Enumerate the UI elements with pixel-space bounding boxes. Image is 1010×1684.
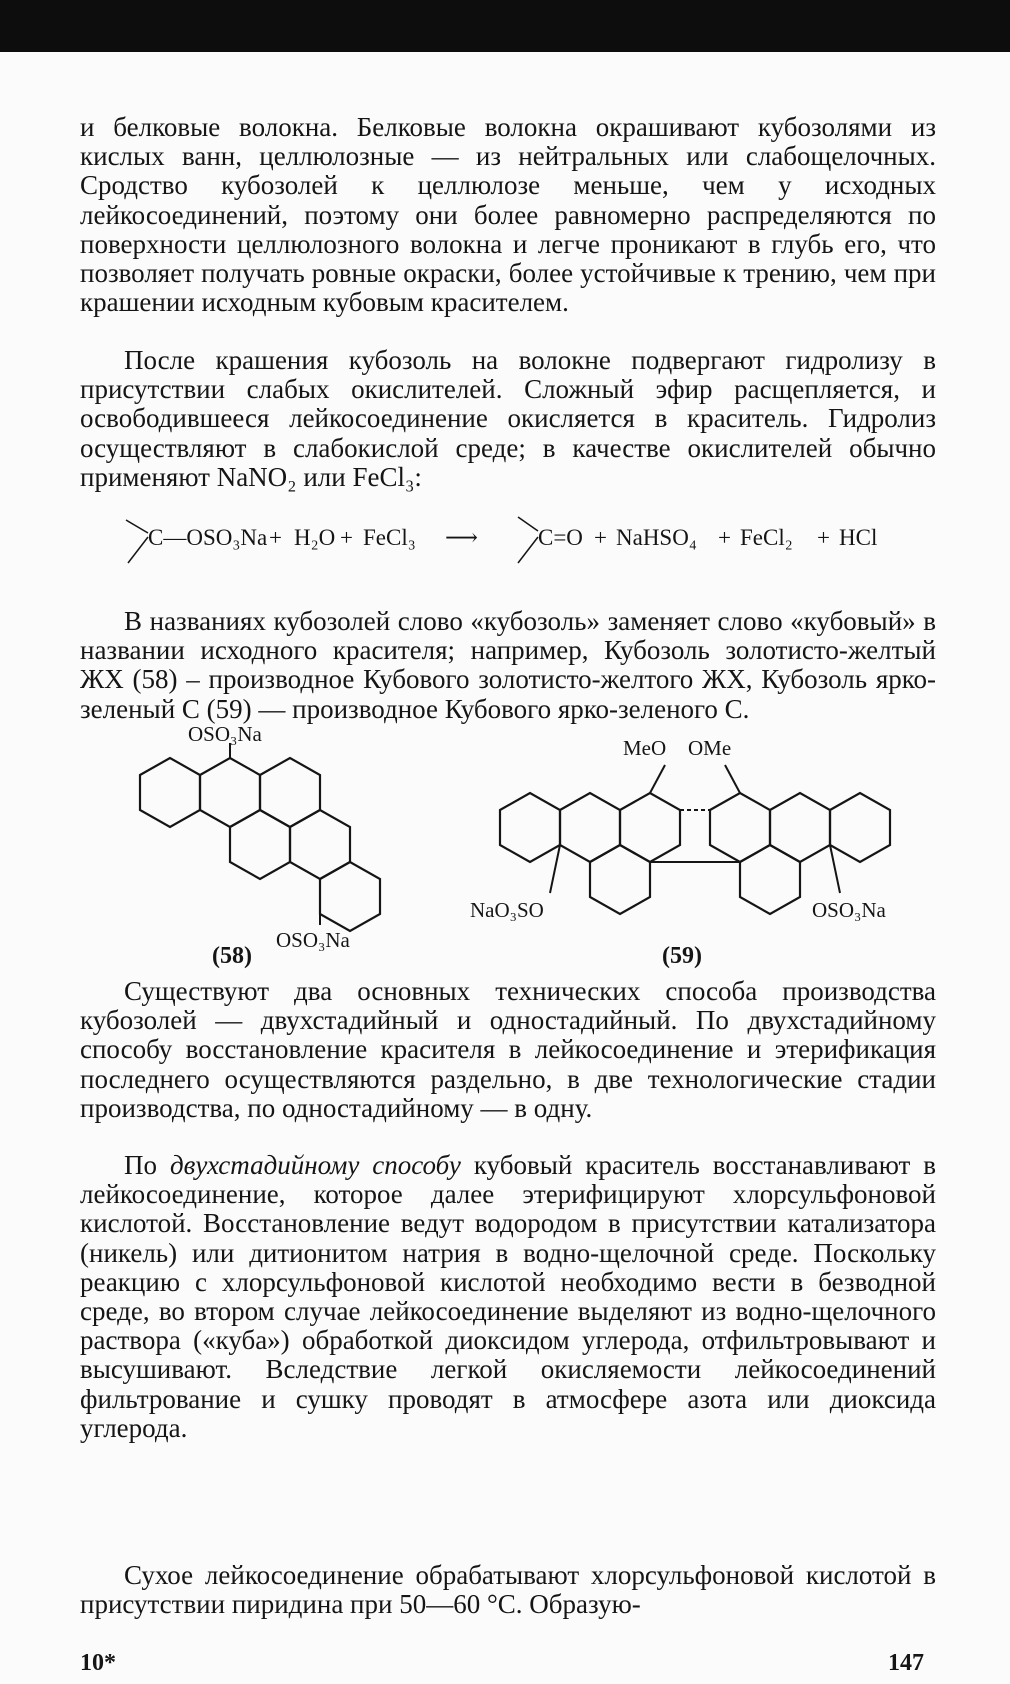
hydrolysis-equation (118, 515, 948, 585)
eq-plus-4: + (718, 525, 731, 550)
paragraph-1: и белковые волокна. Белковые волокна окрашивают кубозолями из кислых ванн, целлюлозные — из нейтральных или слабощелочных. Сродство кубозолей к целлюлозе меньше, чем у исходных лейкосоединений, поэтому они более равномерно распределяются по поверхности целлюлозного волокна и легче проникают в глубь его, что позволяет получать ровные окраски, более устойчивые к трению, чем при крашении исходным кубовым красителем. (80, 112, 936, 318)
paragraph-2: После крашения кубозоль на волокне подвергают гидролизу в присутствии слабых окислителей. Сложный эфир расщепляется, и освободившееся лейкосоединение окисляется в краситель. Гидролиз осуществляют в слабокислой среде; в качестве окислителей обычно применяют NaNO₂ или FeCl₃: (80, 345, 936, 492)
bond-59-left (550, 845, 560, 893)
bond-lower-left (128, 537, 148, 563)
eq-arrow: ⟶ (445, 525, 478, 550)
structure-58-top-group: OSO₃Na (188, 725, 262, 746)
ring-59-d (620, 793, 680, 862)
eq-plus-1: + (269, 525, 282, 550)
structure-59-ome: OMe (688, 736, 732, 760)
structure-58-rings (140, 758, 380, 931)
structure-59-right-group: OSO₃Na (812, 898, 886, 922)
eq-product-hcl: HCl (839, 525, 878, 550)
structure-58-bottom-group: OSO₃Na (276, 928, 350, 952)
paragraph-4: Существуют два основных технических способа производства кубозолей — двухстадийный и одностадийный. По двухстадийному способу восстановление красителя в лейкосоединение и этерификация последнего осуществляются раздельно, в две технологические стадии производства, по одностадийному — в одну. (80, 976, 936, 1123)
eq-reagent-fecl3: FeCl₃ (363, 525, 416, 550)
paragraph-5-prefix: По (124, 1150, 170, 1180)
bond-59-meo (650, 765, 665, 793)
eq-product-fecl2: FeCl₂ (740, 525, 793, 550)
paragraph-5 (80, 1151, 936, 1443)
eq-plus-3: + (594, 525, 607, 550)
structure-59-meo: MeO (623, 736, 667, 760)
signature-mark: 10* (80, 1650, 116, 1676)
bond-59-right (830, 845, 840, 893)
ring-58-a (140, 758, 200, 827)
page-number: 147 (888, 1650, 924, 1676)
structure-59 (470, 725, 930, 955)
bond-lower-right (518, 537, 538, 563)
bond-upper-left (126, 520, 148, 533)
eq-left-group: C—OSO₃Na (148, 525, 268, 550)
paragraph-3: В названиях кубозолей слово «кубозоль» заменяет слово «кубовый» в названии исходного красителя; например, Кубозоль золотисто-желтый ЖХ (58) – производное Кубового золотисто-желтого ЖХ, Кубозоль ярко-зеленый С (59) — производное Кубового ярко-зеленого С. (80, 606, 936, 724)
eq-reagent-water: H₂O (294, 525, 336, 550)
bond-upper-right (518, 517, 538, 531)
ring-58-c (260, 758, 320, 827)
ring-58-e (290, 810, 350, 879)
eq-product-nahso4: NaHSO₄ (616, 525, 697, 550)
ring-59-h (830, 793, 890, 862)
paragraph-5-rest: кубовый краситель восстанавливают в лейкосоединение, которое далее этерифицируют хлорсульфоновой кислотой. Восстановление ведут водородом в присутствии катализатора (никель) или дитионитом натрия в водно-щелочной среде. Поскольку реакцию с хлорсульфоновой кислотой необходимо вести в безводной среде, во втором случае лейкосоединение выделяют из водно-щелочного раствора («куба») обработкой диоксидом углерода, отфильтровывают и высушивают. Вследствие легкой окисляемости лейкосоединений фильтрование и сушку проводят в атмосфере азота или диоксида углерода. (80, 1150, 936, 1443)
ring-59-g (740, 845, 800, 914)
eq-plus-5: + (817, 525, 830, 550)
scan-top-border (0, 0, 1010, 52)
ring-59-a (500, 793, 560, 862)
ring-58-f (320, 862, 380, 931)
structure-58-label: (58) (212, 943, 252, 969)
ring-59-b (560, 793, 620, 862)
paragraph-6: Сухое лейкосоединение обрабатывают хлорсульфоновой кислотой в присутствии пиридина при 50—60 °С. Образую- (80, 1560, 936, 1620)
bond-59-ome (725, 765, 740, 793)
ring-58-b (200, 758, 260, 827)
ring-58-d (230, 810, 290, 879)
paragraph-5-italic-term: двухстадийному способу (169, 1150, 461, 1180)
ring-59-e (710, 793, 770, 862)
eq-plus-2: + (340, 525, 353, 550)
ring-59-f (770, 793, 830, 862)
structure-59-left-group: NaO₃SO (470, 898, 544, 922)
structure-58 (100, 725, 400, 955)
ring-59-c (590, 845, 650, 914)
eq-product-carbonyl: C=O (538, 525, 583, 550)
structure-59-label: (59) (662, 943, 702, 969)
